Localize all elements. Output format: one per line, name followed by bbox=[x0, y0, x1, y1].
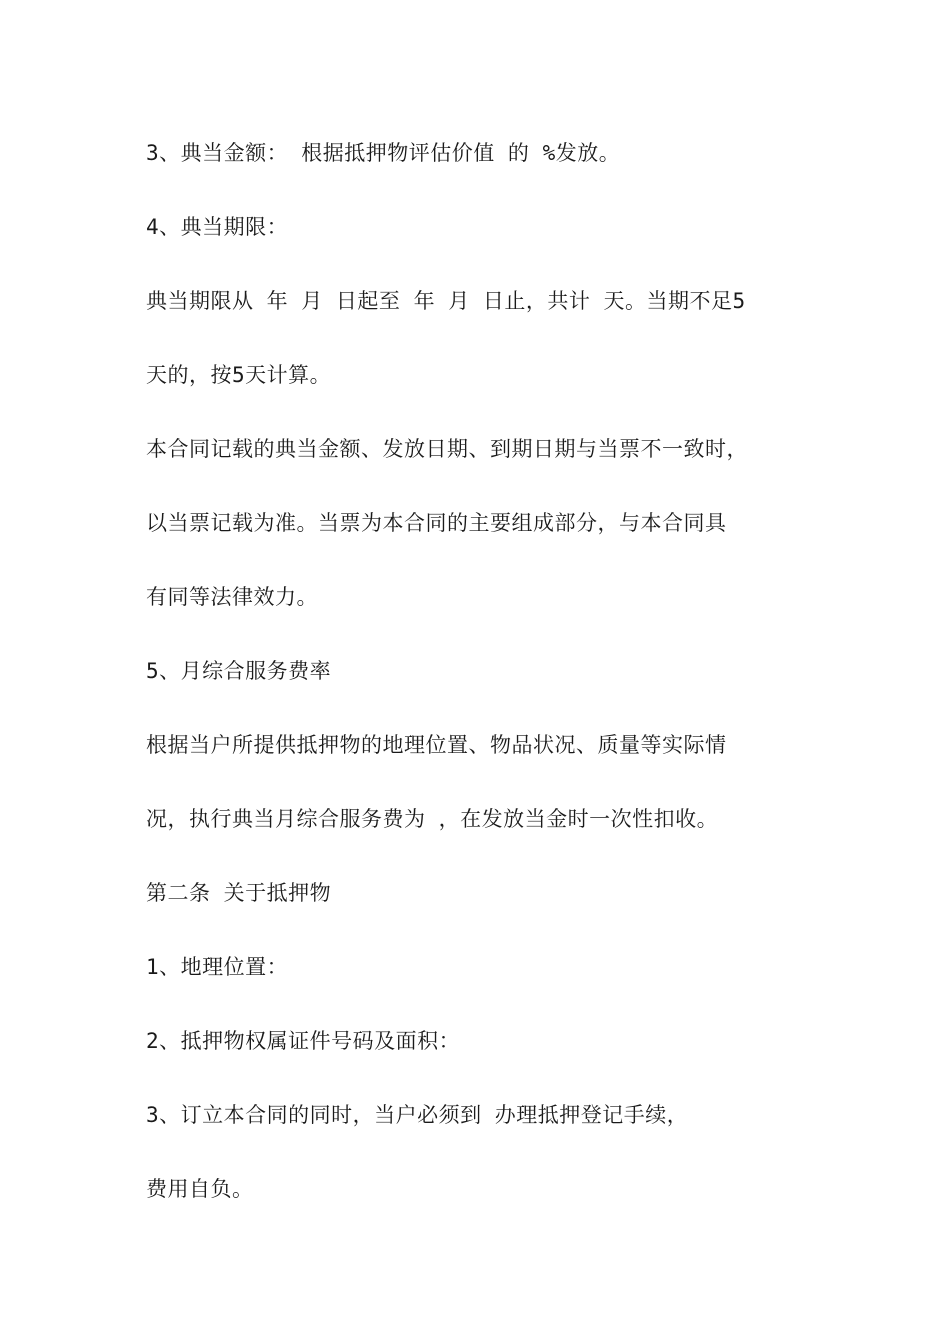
registration-text-line-2: 费用自负。 bbox=[146, 1177, 254, 1201]
consistency-text-line-1: 本合同记载的典当金额、发放日期、到期日期与当票不一致时， bbox=[146, 437, 748, 461]
fee-text-line-1: 根据当户所提供抵押物的地理位置、物品状况、质量等实际情 bbox=[146, 733, 727, 757]
consistency-text-line-3: 有同等法律效力。 bbox=[146, 585, 318, 609]
term-text-line-2: 天的，按5天计算。 bbox=[146, 363, 332, 387]
clause-fee-heading: 5、月综合服务费率 bbox=[146, 659, 332, 683]
term-text-line-1: 典当期限从 年 月 日起至 年 月 日止，共计 天。当期不足5 bbox=[146, 289, 746, 313]
article-two-heading: 第二条 关于抵押物 bbox=[146, 881, 332, 905]
collateral-certificate: 2、抵押物权属证件号码及面积： bbox=[146, 1029, 461, 1053]
fee-text-line-2: 况，执行典当月综合服务费为 ，在发放当金时一次性扣收。 bbox=[146, 807, 719, 831]
clause-amount: 3、典当金额： 根据抵押物评估价值 的 %发放。 bbox=[146, 141, 621, 165]
consistency-text-line-2: 以当票记载为准。当票为本合同的主要组成部分，与本合同具 bbox=[146, 511, 727, 535]
registration-text-line-1: 3、订立本合同的同时，当户必须到 办理抵押登记手续， bbox=[146, 1103, 689, 1127]
clause-term-heading: 4、典当期限： bbox=[146, 215, 289, 239]
collateral-location: 1、地理位置： bbox=[146, 955, 289, 979]
